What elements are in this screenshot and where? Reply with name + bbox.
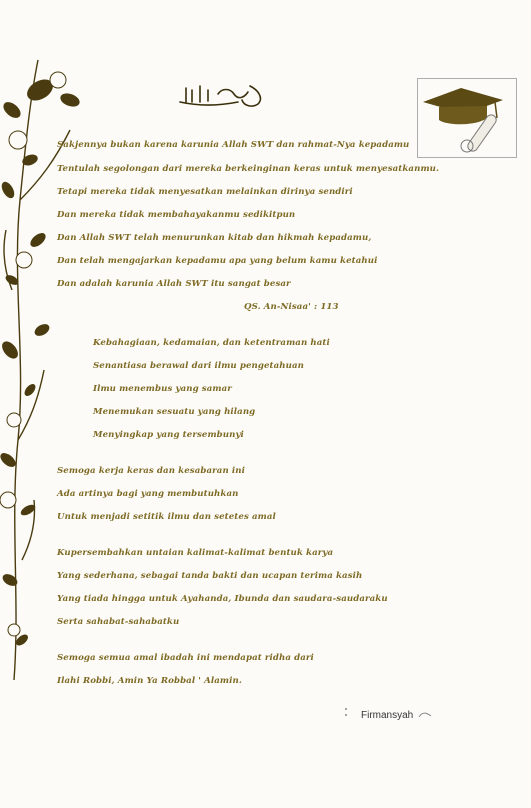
wish-line: Untuk menjadi setitik ilmu dan setetes amal bbox=[57, 512, 276, 522]
quote-line: Menemukan sesuatu yang hilang bbox=[93, 407, 256, 417]
dedication-line: Yang tiada hingga untuk Ayahanda, Ibunda dan saudara-saudaraku bbox=[57, 594, 388, 604]
closing-line: Semoga semua amal ibadah ini mendapat ridha dari bbox=[57, 653, 314, 663]
quote-line: Ilmu menembus yang samar bbox=[93, 384, 232, 394]
signature-mark bbox=[342, 706, 350, 718]
verse-citation: QS. An-Nisaa' : 113 bbox=[244, 302, 339, 312]
closing-line: Ilahi Robbi, Amin Ya Robbal ' Alamin. bbox=[57, 676, 242, 686]
dedication-line: Yang sederhana, sebagai tanda bakti dan ucapan terima kasih bbox=[57, 571, 363, 581]
dedication-line: Kupersembahkan untaian kalimat-kalimat bentuk karya bbox=[57, 548, 334, 558]
bismillah-calligraphy bbox=[178, 80, 266, 110]
wish-line: Semoga kerja keras dan kesabaran ini bbox=[57, 466, 245, 476]
quote-line: Menyingkap yang tersembunyi bbox=[93, 430, 244, 440]
quote-line: Kebahagiaan, kedamaian, dan ketentraman hati bbox=[93, 338, 330, 348]
graduation-cap-icon bbox=[417, 78, 517, 158]
verse-line: Dan telah mengajarkan kepadamu apa yang belum kamu ketahui bbox=[57, 256, 378, 266]
dedication-line: Serta sahabat-sahabatku bbox=[57, 617, 180, 627]
verse-line: Dan Allah SWT telah menurunkan kitab dan hikmah kepadamu, bbox=[57, 233, 372, 243]
verse-line: Tentulah segolongan dari mereka berkeinginan keras untuk menyesatkanmu. bbox=[57, 164, 440, 174]
signature-name: Firmansyah bbox=[361, 710, 414, 721]
quote-line: Senantiasa berawal dari ilmu pengetahuan bbox=[93, 361, 305, 371]
wish-line: Ada artinya bagi yang membutuhkan bbox=[57, 489, 239, 499]
verse-line: Tetapi mereka tidak menyesatkan melainkan dirinya sendiri bbox=[57, 187, 353, 197]
floral-border-decoration bbox=[0, 40, 115, 680]
verse-line: Sakjennya bukan karena karunia Allah SWT dan rahmat-Nya kepadamu bbox=[57, 140, 410, 150]
verse-line: Dan mereka tidak membahayakanmu sedikitpun bbox=[57, 210, 296, 220]
verse-line: Dan adalah karunia Allah SWT itu sangat besar bbox=[57, 279, 291, 289]
signature-flourish bbox=[418, 711, 432, 719]
